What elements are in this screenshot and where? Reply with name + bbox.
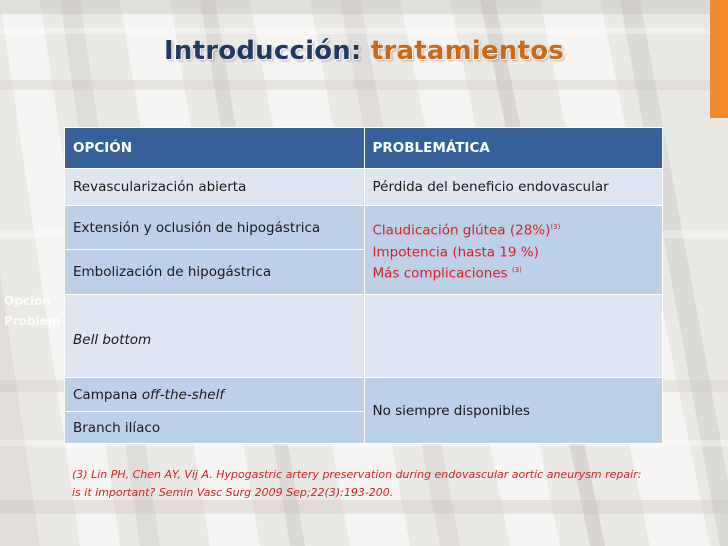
table-row	[65, 206, 663, 250]
option-cell: Branch ilíaco	[65, 412, 365, 444]
option-cell: Bell bottom	[65, 295, 365, 378]
problem-cell	[364, 295, 663, 378]
footnote-reference: (3) Lin PH, Chen AY, Vij A. Hypogastric artery preservation during endovascular aortic aneurysm repair: is it important? Semin Vasc Surg 2009 Sep;22(3):193-200.	[72, 468, 642, 499]
problem-line: Claudicación glútea $(28\%)^{(3)}$	[372, 222, 561, 239]
table-row	[65, 169, 663, 206]
title-main: Introducción:	[164, 36, 362, 66]
table-row	[65, 378, 663, 412]
option-cell: Campana off-the-shelf	[65, 378, 365, 412]
column-header-option: OPCIÓN	[65, 128, 365, 169]
problem-line: Impotencia (hasta 19 %)	[372, 244, 539, 260]
option-cell: Embolización de hipogástrica	[65, 250, 365, 295]
option-cell: Extensión y oclusión de hipogástrica	[65, 206, 365, 250]
title-accent: tratamientos	[370, 36, 564, 66]
option-cell: Revascularización abierta	[65, 169, 365, 206]
bleed-text-problem: Problem	[4, 314, 61, 328]
merged-problem-cell	[364, 206, 663, 295]
merged-problem-cell-2: No siempre disponibles	[364, 378, 663, 444]
problem-line: Más complicaciones $^{(3)}$	[372, 265, 522, 282]
table-header-row	[65, 128, 663, 169]
bleed-text-opcion: Opción	[4, 294, 51, 308]
table-row	[65, 295, 663, 378]
column-header-problem: PROBLEMÁTICA	[364, 128, 663, 169]
slide-title	[0, 36, 728, 66]
treatment-table	[64, 127, 663, 444]
problem-cell: Pérdida del beneficio endovascular	[364, 169, 663, 206]
